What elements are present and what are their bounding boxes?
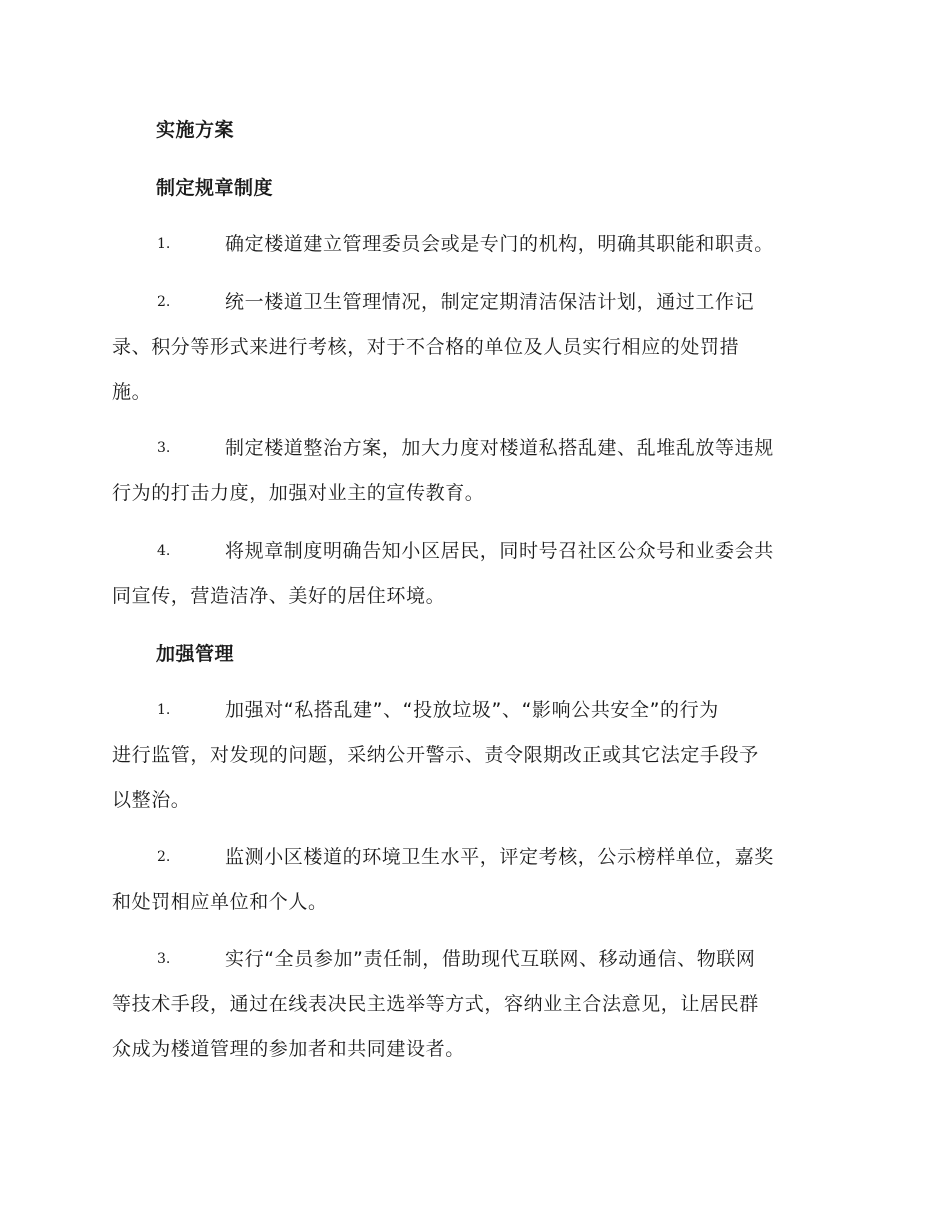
item-line: 将规章制度明确告知小区居民，同时号召社区公众号和业委会共	[225, 540, 774, 562]
item-number: 2.	[157, 849, 171, 865]
item-line: 进行监管，对发现的问题，采纳公开警示、责令限期改正或其它法定手段予	[112, 744, 759, 766]
item-line: 实行“全员参加”责任制，借助现代互联网、移动通信、物联网	[225, 948, 756, 970]
item-line: 行为的打击力度，加强对业主的宣传教育。	[112, 482, 485, 504]
item-line: 等技术手段，通过在线表决民主选举等方式，容纳业主合法意见，让居民群	[112, 993, 759, 1015]
item-line: 确定楼道建立管理委员会或是专门的机构，明确其职能和职责。	[225, 233, 774, 255]
list-item	[112, 688, 836, 823]
list-item	[112, 426, 836, 516]
list-item	[112, 280, 836, 415]
section-heading-management: 加强管理	[156, 643, 235, 665]
list-item	[112, 529, 836, 619]
item-number: 3.	[157, 440, 171, 456]
item-line: 施。	[112, 381, 152, 403]
document-title: 实施方案	[156, 119, 235, 141]
list-item	[112, 222, 836, 267]
item-line: 同宣传，营造洁净、美好的居住环境。	[112, 585, 446, 607]
item-number: 1.	[157, 236, 171, 252]
item-line: 统一楼道卫生管理情况，制定定期清洁保洁计划，通过工作记	[225, 291, 755, 313]
item-line: 制定楼道整治方案，加大力度对楼道私搭乱建、乱堆乱放等违规	[225, 437, 774, 459]
item-line: 加强对“私搭乱建”、“投放垃圾”、“影响公共安全”的行为	[225, 699, 719, 721]
item-line: 录、积分等形式来进行考核，对于不合格的单位及人员实行相应的处罚措	[112, 336, 740, 358]
item-line: 监测小区楼道的环境卫生水平，评定考核，公示榜样单位，嘉奖	[225, 846, 774, 868]
item-number: 3.	[157, 951, 171, 967]
list-item	[112, 937, 836, 1072]
section-heading-regulations: 制定规章制度	[156, 177, 274, 199]
item-number: 2.	[157, 294, 171, 310]
item-number: 1.	[157, 702, 171, 718]
item-line: 众成为楼道管理的参加者和共同建设者。	[112, 1038, 465, 1060]
item-number: 4.	[157, 543, 171, 559]
list-item	[112, 835, 836, 925]
item-line: 和处罚相应单位和个人。	[112, 891, 328, 913]
item-line: 以整治。	[112, 789, 191, 811]
